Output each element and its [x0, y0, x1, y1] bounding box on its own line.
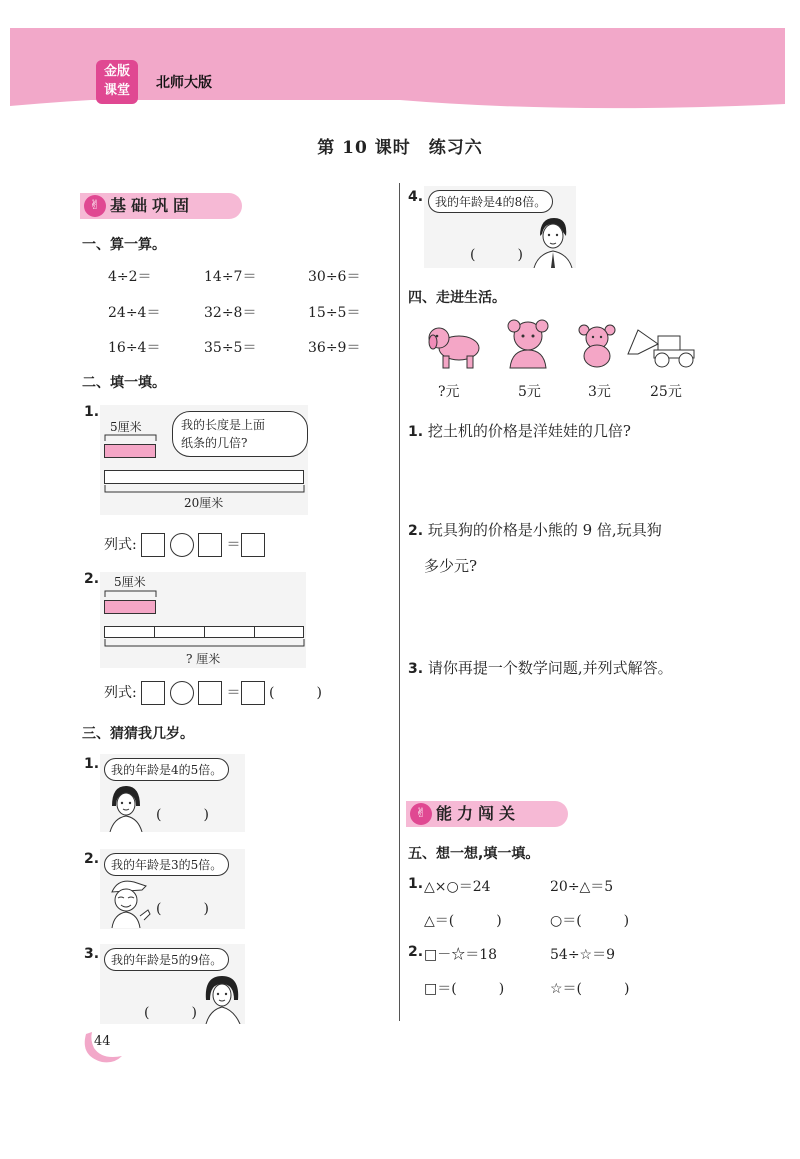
section-1-title: 一、算一算。 — [82, 237, 166, 253]
section-3-title: 三、猜猜我几岁。 — [82, 726, 194, 742]
calc-item: 16÷4＝ — [108, 340, 161, 356]
question-3: 3. 请你再提一个数学问题,并列式解答。 — [408, 659, 673, 677]
toy-dog-icon — [425, 320, 485, 370]
short-strip — [104, 600, 156, 614]
man-avatar-icon — [530, 214, 576, 268]
question-number: 2. — [84, 571, 100, 587]
equation: 54÷☆＝9 — [550, 947, 616, 963]
short-strip-label: 5厘米 — [114, 575, 146, 589]
answer-paren[interactable]: ( ) — [156, 807, 209, 823]
calc-item: 24÷4＝ — [108, 305, 161, 321]
long-strip-label: 20厘米 — [184, 496, 224, 510]
strip-tick — [204, 626, 205, 638]
toy-excavator-icon — [624, 326, 700, 368]
woman-avatar-icon — [200, 970, 246, 1024]
calc-item: 4÷2＝ — [108, 269, 152, 285]
question-2: 2. 玩具狗的价格是小熊的 9 倍,玩具狗 — [408, 521, 662, 539]
short-strip-brace — [104, 432, 164, 442]
section-2-title: 二、填一填。 — [82, 375, 166, 391]
toy-price: 25元 — [650, 384, 682, 400]
question-1: 1. 挖土机的价格是洋娃娃的几倍? — [408, 422, 631, 440]
short-strip — [104, 444, 156, 458]
answer-paren[interactable]: ( ) — [144, 1005, 197, 1021]
answer-box[interactable] — [198, 533, 222, 557]
question-number: 2. — [408, 944, 424, 960]
answer-blank[interactable]: ○＝( ) — [550, 913, 630, 929]
column-divider — [399, 183, 400, 1021]
calc-item: 15÷5＝ — [308, 305, 361, 321]
answer-box[interactable] — [141, 533, 165, 557]
question-number: 4. — [408, 189, 424, 205]
short-strip-brace — [104, 588, 164, 598]
answer-box[interactable] — [241, 533, 265, 557]
speech-bubble: 我的年龄是4的5倍。 — [104, 758, 229, 781]
girl-avatar-icon — [104, 782, 148, 832]
strip-tick — [254, 626, 255, 638]
hand-star-icon: ✌ — [84, 195, 106, 217]
speech-bubble: 我的年龄是5的9倍。 — [104, 948, 229, 971]
answer-paren[interactable]: ( ) — [470, 247, 523, 263]
speech-bubble: 我的年龄是4的8倍。 — [428, 190, 553, 213]
short-strip-label: 5厘米 — [110, 420, 142, 434]
section-4-title: 四、走进生活。 — [408, 290, 506, 306]
answer-blank[interactable]: □＝( ) — [424, 981, 505, 997]
question-2-line2: 多少元? — [424, 557, 478, 575]
edition-label: 北师大版 — [156, 75, 212, 91]
toy-price: 5元 — [518, 384, 541, 400]
formula-row-2: 列式: ＝ ( ) — [104, 681, 322, 705]
hand-star-icon: ✌ — [410, 803, 432, 825]
equation: △×○＝24 — [424, 879, 491, 895]
question-number: 3. — [84, 946, 100, 962]
question-number: 1. — [84, 404, 100, 420]
toy-doll-icon — [500, 318, 556, 370]
section-5-title: 五、想一想,填一填。 — [408, 846, 540, 862]
unit-paren[interactable]: ( ) — [268, 685, 322, 701]
toy-price: 3元 — [588, 384, 611, 400]
section-banner-basic: ✌ 基础巩固 — [80, 193, 242, 219]
question-number: 1. — [408, 876, 424, 892]
question-number: 1. — [84, 756, 100, 772]
answer-blank[interactable]: △＝( ) — [424, 913, 502, 929]
page-title: 第 10 课时 练习六 — [317, 138, 483, 158]
answer-box[interactable] — [241, 681, 265, 705]
strip-tick — [154, 626, 155, 638]
long-strip-brace — [104, 638, 306, 650]
boy-cap-avatar-icon — [104, 876, 152, 928]
question-number: 2. — [84, 851, 100, 867]
answer-blank[interactable]: ☆＝( ) — [550, 981, 630, 997]
calc-item: 32÷8＝ — [204, 305, 257, 321]
toy-bear-icon — [574, 322, 620, 368]
speech-bubble: 我的长度是上面 纸条的几倍? — [172, 411, 308, 457]
operator-circle[interactable] — [170, 681, 194, 705]
calc-item: 36÷9＝ — [308, 340, 361, 356]
equation: □－☆＝18 — [424, 947, 498, 963]
long-strip-label: ? 厘米 — [186, 652, 221, 666]
publisher-logo: 金版 课堂 — [96, 60, 138, 104]
answer-box[interactable] — [198, 681, 222, 705]
calc-item: 30÷6＝ — [308, 269, 361, 285]
long-strip — [104, 470, 304, 484]
formula-row-1: 列式: ＝ — [104, 533, 265, 557]
calc-item: 35÷5＝ — [204, 340, 257, 356]
page-number: 44 — [94, 1034, 111, 1049]
toy-price: ?元 — [438, 384, 460, 400]
calc-item: 14÷7＝ — [204, 269, 257, 285]
speech-bubble: 我的年龄是3的5倍。 — [104, 853, 229, 876]
answer-box[interactable] — [141, 681, 165, 705]
operator-circle[interactable] — [170, 533, 194, 557]
answer-paren[interactable]: ( ) — [156, 901, 209, 917]
section-banner-ability: ✌ 能力闯关 — [406, 801, 568, 827]
equation: 20÷△＝5 — [550, 879, 614, 895]
